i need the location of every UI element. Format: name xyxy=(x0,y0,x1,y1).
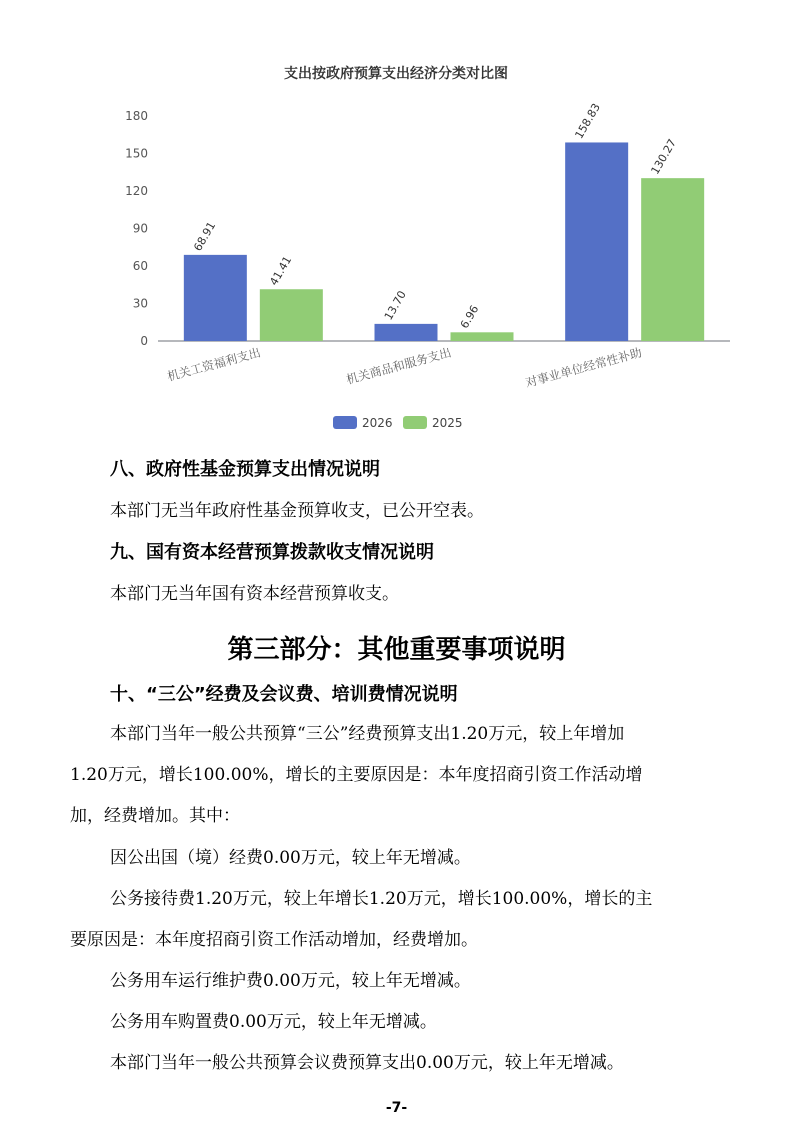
bar-value-label: 41.41 xyxy=(267,253,295,288)
page-number: -7- xyxy=(385,1100,408,1116)
bar-2026-1 xyxy=(184,255,247,341)
legend-swatch-2026 xyxy=(333,416,357,429)
bar-2025-1 xyxy=(260,289,323,341)
chart-legend xyxy=(333,416,463,430)
chart-title: 支出按政府预算支出经济分类对比图 xyxy=(284,66,508,82)
section-9-text: 本部门无当年国有资本经营预算收支。 xyxy=(110,584,399,604)
x-category-label: 机关工资福利支出 xyxy=(165,345,263,384)
bar-value-label: 130.27 xyxy=(648,136,680,177)
y-tick-label: 120 xyxy=(125,184,148,198)
x-category-label: 对事业单位经常性补助 xyxy=(523,345,644,390)
part-3-title: 第三部分：其他重要事项说明 xyxy=(227,635,566,665)
y-tick-label: 150 xyxy=(125,146,148,161)
x-category-label: 机关商品和服务支出 xyxy=(344,345,453,387)
section-8-heading: 八、政府性基金预算支出情况说明 xyxy=(110,459,380,480)
legend-label-2025: 2025 xyxy=(432,416,463,430)
y-tick-label: 180 xyxy=(125,109,148,123)
section-10-paragraph-4: 公务用车运行维护费0.00万元，较上年无增减。 xyxy=(110,971,471,991)
bar-value-label: 13.70 xyxy=(381,288,409,323)
bar-2026-2 xyxy=(375,324,438,341)
y-axis xyxy=(125,109,148,348)
section-10-paragraph-1-line-2: 1.20万元，增长100.00%，增长的主要原因是：本年度招商引资工作活动增 xyxy=(70,765,643,785)
section-8-text: 本部门无当年政府性基金预算收支，已公开空表。 xyxy=(110,501,484,521)
section-10-heading: 十、“三公”经费及会议费、培训费情况说明 xyxy=(110,684,458,705)
y-tick-label: 90 xyxy=(132,221,148,236)
bar-value-label: 68.91 xyxy=(191,219,219,254)
expenditure-comparison-chart xyxy=(0,0,793,445)
bar-2025-2 xyxy=(451,332,514,341)
bar-value-label: 6.96 xyxy=(457,303,482,331)
bar-2025-3 xyxy=(641,178,704,341)
section-10-paragraph-6: 本部门当年一般公共预算会议费预算支出0.00万元，较上年无增减。 xyxy=(110,1053,624,1073)
legend-swatch-2025 xyxy=(403,416,427,429)
y-tick-label: 60 xyxy=(132,259,148,273)
section-10-paragraph-1-line-3: 加，经费增加。其中： xyxy=(70,806,240,826)
bar-2026-3 xyxy=(565,142,628,341)
y-tick-label: 30 xyxy=(132,296,148,311)
bar-series xyxy=(184,101,704,341)
x-axis-categories xyxy=(165,344,643,390)
section-10-paragraph-5: 公务用车购置费0.00万元，较上年无增减。 xyxy=(110,1012,437,1032)
section-10-paragraph-1-line-1: 本部门当年一般公共预算“三公”经费预算支出1.20万元，较上年增加 xyxy=(110,724,625,744)
section-10-paragraph-3-line-2: 要原因是：本年度招商引资工作活动增加，经费增加。 xyxy=(70,930,478,950)
section-10-paragraph-3-line-1: 公务接待费1.20万元，较上年增长1.20万元，增长100.00%，增长的主 xyxy=(110,889,653,909)
bar-value-label: 158.83 xyxy=(572,101,604,141)
section-9-heading: 九、国有资本经营预算拨款收支情况说明 xyxy=(110,542,434,563)
section-10-paragraph-2: 因公出国（境）经费0.00万元，较上年无增减。 xyxy=(110,848,471,868)
y-tick-label: 0 xyxy=(140,334,148,348)
legend-label-2026: 2026 xyxy=(362,416,393,430)
